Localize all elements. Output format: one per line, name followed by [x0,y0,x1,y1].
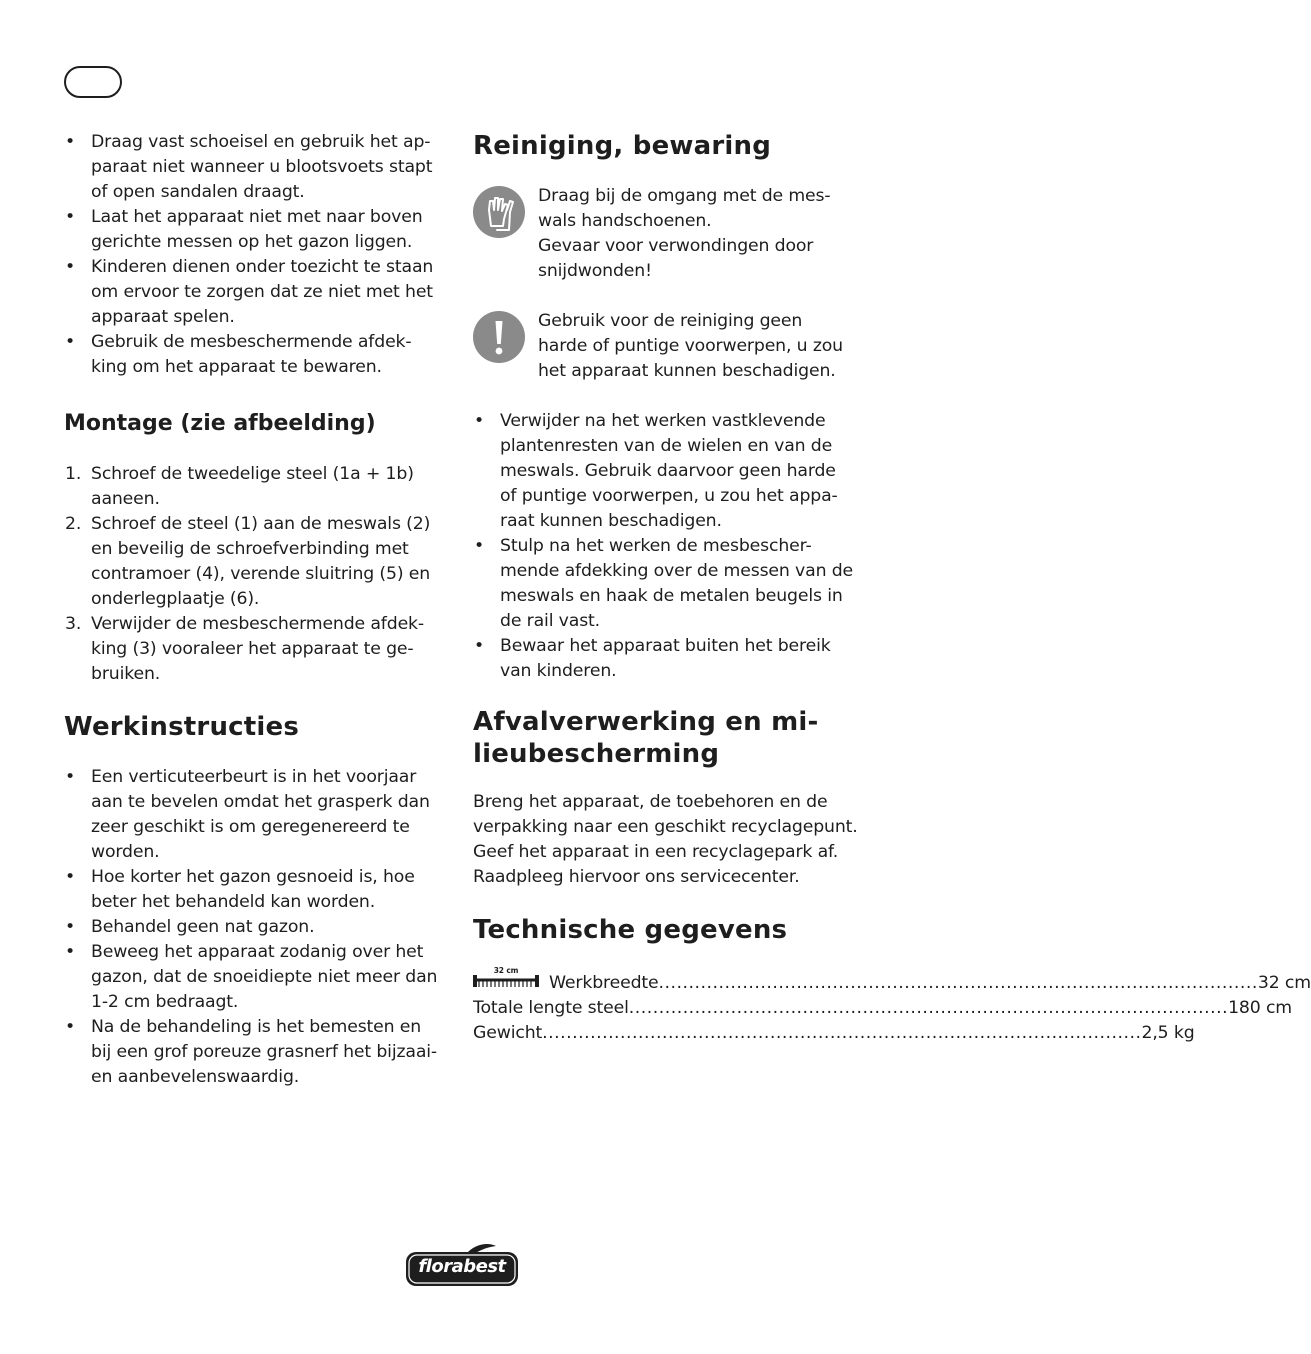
list-item: • Verwijder na het werken vastklevende plantenresten van de wielen en van de meswals. Gebruik daarvoor geen harde of puntige voorwerpen, u zou het appa- raat kunnen beschadigen. [473,409,863,534]
language-badge [64,66,122,98]
list-item: • Laat het apparaat niet met naar boven gerichte messen op het gazon liggen. [64,205,448,255]
spec-label: Totale lengte steel [473,998,629,1018]
list-item: • Kinderen dienen onder toezicht te staan om ervoor te zorgen dat ze niet met het apparaat spelen. [64,255,448,330]
cutting-width-icon [473,966,539,988]
list-item: • Na de behandeling is het bemesten en bij een grof poreuze grasnerf het bijzaai- en aanbevelenswaardig. [64,1015,448,1090]
list-item: • Beweeg het apparaat zodanig over het gazon, dat de snoeidiepte niet meer dan 1-2 cm bedraagt. [64,940,448,1015]
list-item: • Een verticuteerbeurt is in het voorjaar aan te bevelen omdat het grasperk dan zeer geschikt is om geregenereerd te worden. [64,765,448,865]
reiniging-heading: Reiniging, bewaring [473,131,772,161]
step-text: Schroef de tweedelige steel (1a + 1b) aaneen. [91,464,414,509]
tech-heading: Technische gegevens [473,915,788,945]
list-item: • Behandel geen nat gazon. [64,915,448,940]
spec-row [473,996,1292,1021]
list-item: • Stulp na het werken de mesbescher- mende afdekking over de messen van de meswals en haak de metalen beugels in de rail vast. [473,534,863,634]
step-number: 2. [65,514,82,534]
list-item [64,612,448,687]
exclamation-icon [473,311,525,363]
glove-note-text: Draag bij de omgang met de mes- wals handschoenen. Gevaar voor verwondingen door snijdwonden! [538,186,831,281]
afval-text: Breng het apparaat, de toebehoren en de verpakking naar een geschikt recyclagepunt. Geef het apparaat in een recyclagepark af. Raadpleeg hiervoor ons servicecenter. [473,792,858,887]
list-item: • Bewaar het apparaat buiten het bereik van kinderen. [473,634,863,684]
afval-heading: Afvalverwerking en mi- lieubescherming [473,707,819,769]
florabest-logo [404,1242,520,1290]
montage-heading: Montage (zie afbeelding) [64,411,376,436]
spec-row [473,1021,1195,1046]
spec-leader: .................................................................................................... [628,998,1229,1018]
safety-bullet-list [64,130,448,380]
werkinstructies-heading: Werkinstructies [64,712,300,742]
spec-row [473,966,1311,996]
spec-value: 2,5 kg [1141,1023,1195,1043]
list-item [64,512,448,612]
logo-text: florabest [418,1256,506,1277]
warning-note-text: Gebruik voor de reiniging geen harde of puntige voorwerpen, u zou het apparaat kunnen beschadigen. [538,311,843,381]
spec-label: Werkbreedte [549,973,659,993]
glove-icon [473,186,525,238]
spec-leader: .................................................................................................... [658,973,1258,993]
cutting-width-label: 32 cm [493,966,519,975]
glove-note [473,184,863,284]
spec-leader: .................................................................................................... [542,1023,1142,1043]
right-column [473,130,1311,1046]
list-item: • Gebruik de mesbeschermende afdek- king om het apparaat te bewaren. [64,330,448,380]
list-item: • Hoe korter het gazon gesnoeid is, hoe beter het behandeld kan worden. [64,865,448,915]
left-column [64,130,448,1090]
step-text: Schroef de steel (1) aan de meswals (2) en beveilig de schroefverbinding met contramoer (4), verende sluitring (5) en onderlegplaatje (6). [91,514,431,609]
spec-table [473,966,1311,1046]
spec-label: Gewicht [473,1023,543,1043]
spec-value: 180 cm [1228,998,1292,1018]
spec-value: 32 cm [1257,973,1311,993]
step-number: 3. [65,614,82,634]
montage-steps [64,462,448,687]
warning-note [473,309,863,384]
step-number: 1. [65,464,82,484]
list-item: • Draag vast schoeisel en gebruik het ap- paraat niet wanneer u blootsvoets stapt of open sandalen draagt. [64,130,448,205]
step-text: Verwijder de mesbeschermende afdek- king (3) vooraleer het apparaat te ge- bruiken. [91,614,424,684]
reiniging-list [473,409,863,684]
werkinstructies-list [64,765,448,1090]
list-item [64,462,448,512]
